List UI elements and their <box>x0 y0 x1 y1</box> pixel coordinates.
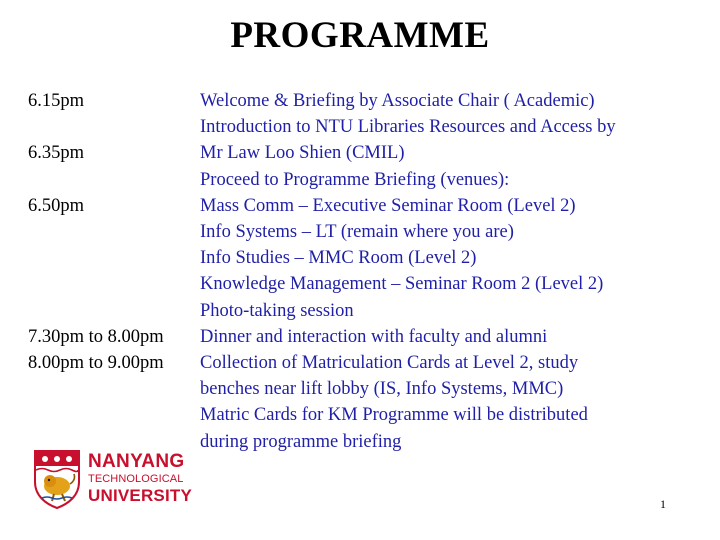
schedule-text: Dinner and interaction with faculty and alumni <box>200 326 548 347</box>
schedule-time <box>28 271 200 297</box>
schedule-text: Collection of Matriculation Cards at Level 2, study <box>200 353 579 374</box>
schedule-text: Photo-taking session <box>200 300 354 321</box>
schedule-time: 6.50pm <box>28 195 85 216</box>
schedule-row <box>28 219 708 245</box>
schedule-text: Info Systems – LT (remain where you are) <box>200 222 514 243</box>
schedule-time <box>28 376 200 402</box>
schedule-row <box>28 88 708 114</box>
schedule-text: benches near lift lobby (IS, Info Systems, MMC) <box>200 379 564 400</box>
schedule-row <box>28 298 708 324</box>
schedule-time: 8.00pm to 9.00pm <box>28 353 164 374</box>
schedule-list <box>28 88 708 455</box>
schedule-text: Info Studies – MMC Room (Level 2) <box>200 248 477 269</box>
ntu-crest-icon <box>32 448 82 510</box>
schedule-row <box>28 350 708 376</box>
schedule-text: Welcome & Briefing by Associate Chair ( Academic) <box>200 91 595 111</box>
ntu-logo <box>32 448 202 510</box>
schedule-row <box>28 324 708 350</box>
schedule-text: during programme briefing <box>200 431 402 452</box>
ntu-wordmark <box>88 452 192 504</box>
schedule-time <box>28 114 200 140</box>
logo-line-nanyang: NANYANG <box>88 451 185 472</box>
schedule-row <box>28 140 708 166</box>
schedule-text: Matric Cards for KM Programme will be distributed <box>200 405 588 426</box>
schedule-text: Knowledge Management – Seminar Room 2 (Level 2) <box>200 274 604 295</box>
schedule-row <box>28 245 708 271</box>
logo-line-technological: TECHNOLOGICAL <box>88 473 184 485</box>
schedule-time <box>28 167 200 193</box>
schedule-time <box>28 298 200 324</box>
schedule-time: 6.35pm <box>28 143 85 164</box>
logo-line-university: UNIVERSITY <box>88 486 193 505</box>
schedule-row <box>28 114 708 140</box>
schedule-time: 7.30pm to 8.00pm <box>28 326 164 347</box>
schedule-time <box>28 219 200 245</box>
schedule-time <box>28 402 200 428</box>
schedule-row <box>28 376 708 402</box>
schedule-time <box>28 245 200 271</box>
schedule-row <box>28 167 708 193</box>
schedule-text: Proceed to Programme Briefing (venues): <box>200 169 510 190</box>
schedule-text: Mass Comm – Executive Seminar Room (Level 2) <box>200 195 576 216</box>
schedule-text: Introduction to NTU Libraries Resources and Access by <box>200 117 616 138</box>
schedule-row <box>28 271 708 297</box>
schedule-row <box>28 402 708 428</box>
schedule-time: 6.15pm <box>28 91 85 111</box>
schedule-text: Mr Law Loo Shien (CMIL) <box>200 143 405 164</box>
schedule-row <box>28 193 708 219</box>
page-number: 1 <box>660 497 666 511</box>
page-title: PROGRAMME <box>230 15 490 56</box>
